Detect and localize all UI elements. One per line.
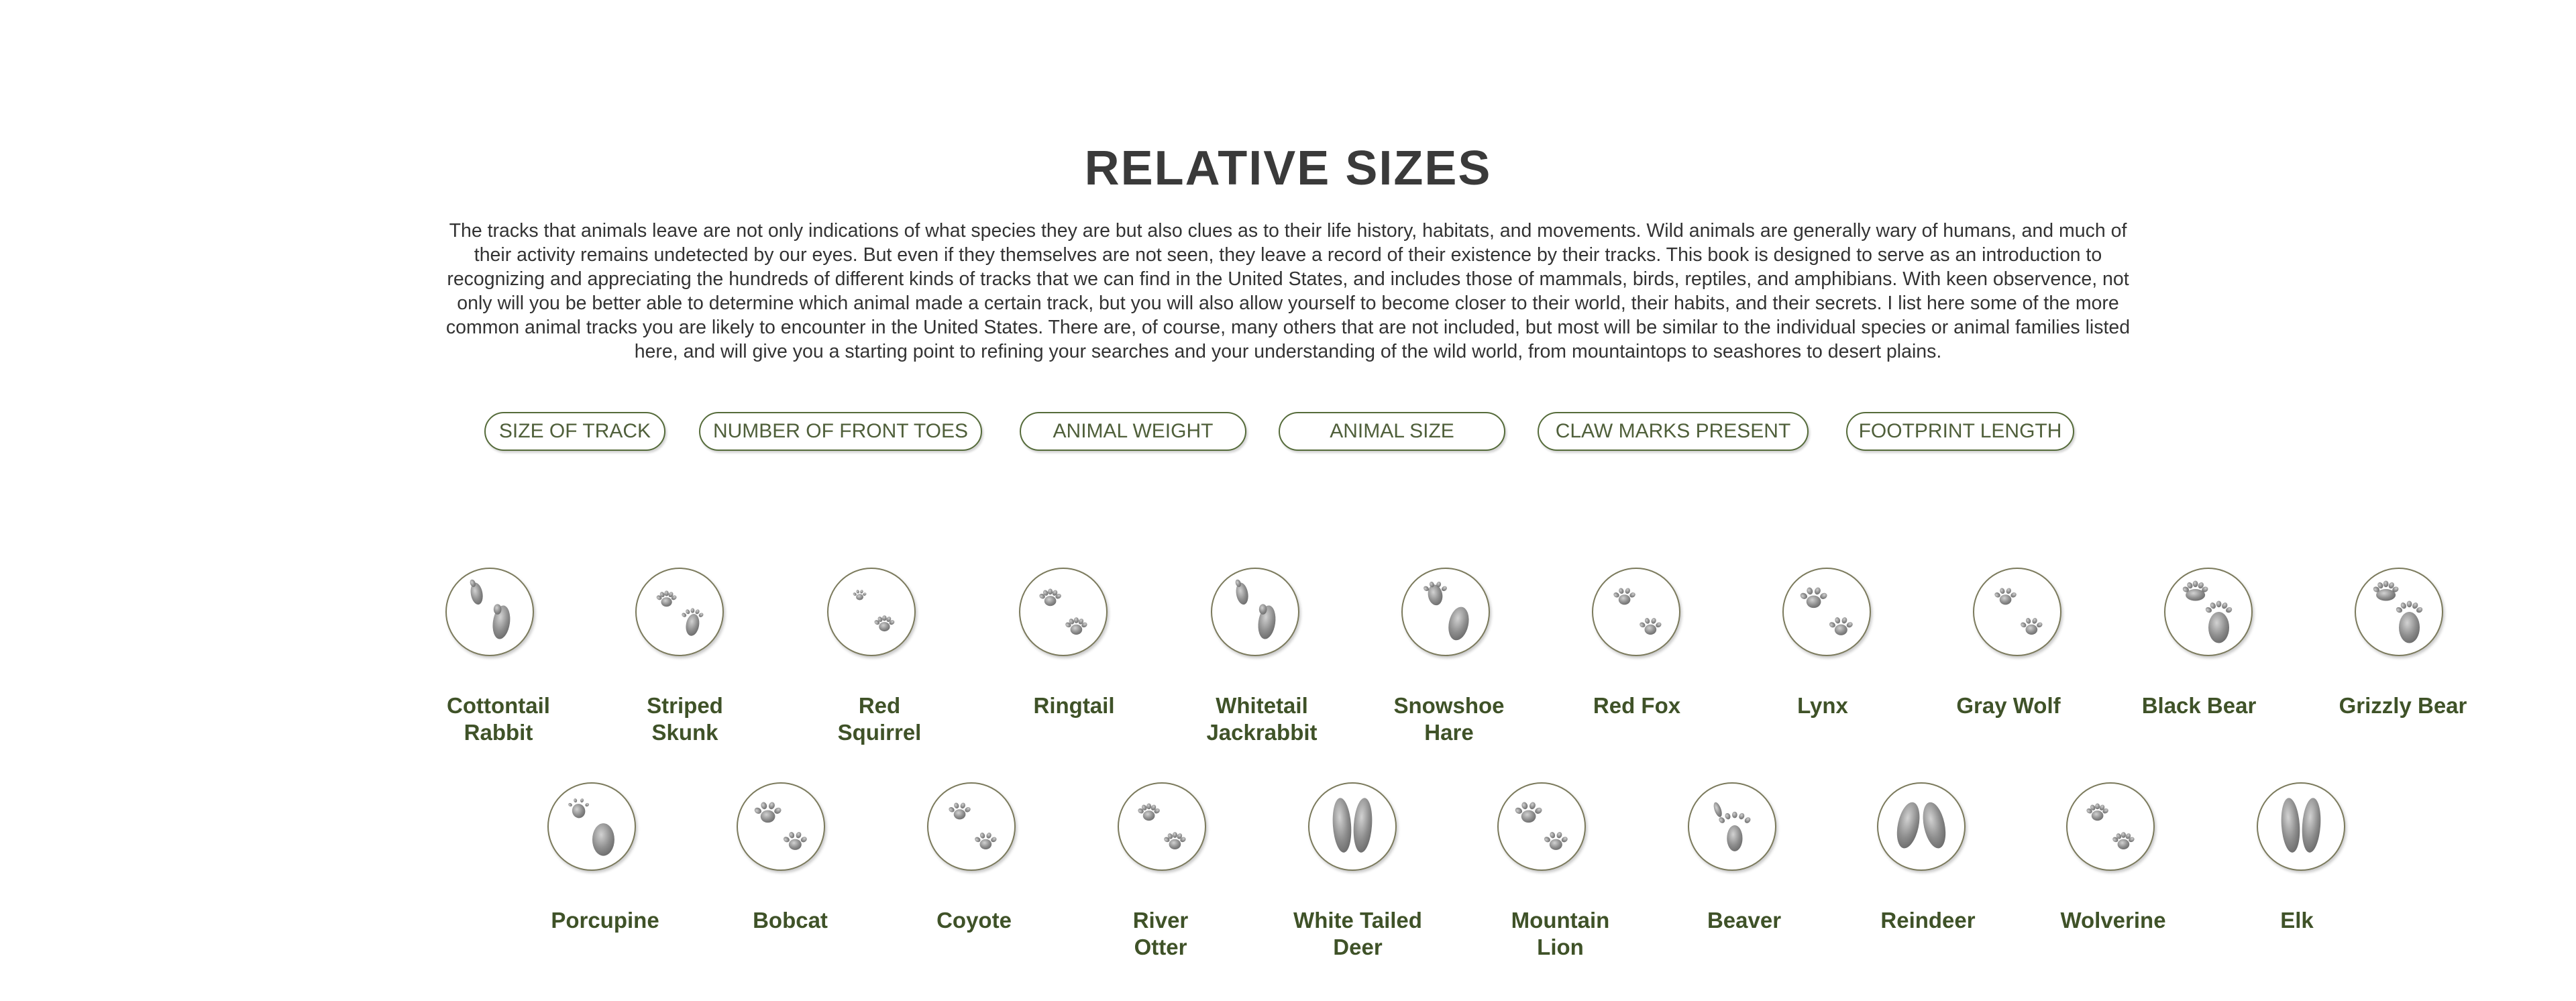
elk-track-icon[interactable]: [2257, 782, 2345, 871]
deer-track-icon[interactable]: [1308, 782, 1397, 871]
animal-name-label: Red Fox: [1593, 693, 1681, 718]
animal-name-label: Beaver: [1707, 908, 1782, 933]
animal-name-label: Wolverine: [2060, 908, 2166, 933]
page-title: RELATIVE SIZES: [1084, 142, 1492, 195]
filter-animal-weight-button[interactable]: ANIMAL WEIGHT: [1020, 412, 1246, 451]
intro-paragraph: The tracks that animals leave are not only indications of what species they are but also clues as to their life history, habitats, and movements. Wild animals are generally wary of humans, and much of their activity remains undetected by our eyes. But even if they themselves are not seen, they leave a record of their existence by their tracks. This book is designed to serve as an introduction to recognizing and appreciating the hundreds of different kinds of tracks that we can find in the United States, and includes those of mammals, birds, reptiles, and amphibians. With keen observence, not only will you be better able to determine which animal made a certain track, but you will also allow yourself to become closer to their world, their habits, and their secrets. I list here some of the more common animal tracks you are likely to encounter in the United States. There are, of course, many others that are not included, but most will be similar to the individual species or animal families listed here, and will give you a starting point to refining your searches and your understanding of the wild world, from mountaintops to seashores to desert plains.: [445, 220, 2131, 362]
bobcat-track-icon[interactable]: [737, 782, 825, 871]
black-bear-track-icon[interactable]: [2164, 568, 2253, 656]
coyote-track-icon[interactable]: [927, 782, 1016, 871]
animal-name-label: Grizzly Bear: [2339, 693, 2467, 718]
wolf-track-icon[interactable]: [1973, 568, 2061, 656]
animal-name-label: Reindeer: [1880, 908, 1976, 933]
animal-name-label: Coyote: [936, 908, 1012, 933]
jackrabbit-track-icon[interactable]: [1211, 568, 1299, 656]
filter-size-of-track-button[interactable]: SIZE OF TRACK: [484, 412, 665, 451]
animal-name-label: Striped Skunk: [647, 693, 723, 745]
lynx-track-icon[interactable]: [1782, 568, 1871, 656]
animal-name-label: Mountain Lion: [1511, 908, 1610, 959]
animal-name-label: Bobcat: [753, 908, 828, 933]
beaver-track-icon[interactable]: [1688, 782, 1776, 871]
animal-name-label: Porcupine: [551, 908, 659, 933]
porcupine-track-icon[interactable]: [547, 782, 636, 871]
animal-name-label: Snowshoe Hare: [1393, 693, 1505, 745]
animal-name-label: Whitetail Jackrabbit: [1206, 693, 1318, 745]
filter-footprint-length-button[interactable]: FOOTPRINT LENGTH: [1846, 412, 2074, 451]
skunk-track-icon[interactable]: [635, 568, 724, 656]
animal-name-label: Ringtail: [1033, 693, 1115, 718]
fox-track-icon[interactable]: [1592, 568, 1680, 656]
animal-name-label: White Tailed Deer: [1293, 908, 1422, 959]
squirrel-track-icon[interactable]: [827, 568, 916, 656]
otter-track-icon[interactable]: [1118, 782, 1206, 871]
rabbit-track-icon[interactable]: [445, 568, 534, 656]
hare-track-icon[interactable]: [1401, 568, 1490, 656]
mountain-lion-track-icon[interactable]: [1497, 782, 1586, 871]
animal-name-label: Elk: [2280, 908, 2314, 933]
animal-name-label: Lynx: [1797, 693, 1848, 718]
animal-name-label: River Otter: [1132, 908, 1189, 959]
filter-claw-marks-present-button[interactable]: CLAW MARKS PRESENT: [1538, 412, 1809, 451]
animal-name-label: Black Bear: [2141, 693, 2257, 718]
grizzly-bear-track-icon[interactable]: [2355, 568, 2443, 656]
wolverine-track-icon[interactable]: [2066, 782, 2155, 871]
filter-bar: [0, 412, 2576, 455]
filter-animal-size-button[interactable]: ANIMAL SIZE: [1279, 412, 1505, 451]
reindeer-track-icon[interactable]: [1877, 782, 1966, 871]
filter-number-of-front-toes-button[interactable]: NUMBER OF FRONT TOES: [699, 412, 982, 451]
animal-name-label: Red Squirrel: [837, 693, 922, 745]
animal-name-label: Cottontail Rabbit: [447, 693, 550, 745]
ringtail-track-icon[interactable]: [1019, 568, 1108, 656]
animal-name-label: Gray Wolf: [1956, 693, 2061, 718]
